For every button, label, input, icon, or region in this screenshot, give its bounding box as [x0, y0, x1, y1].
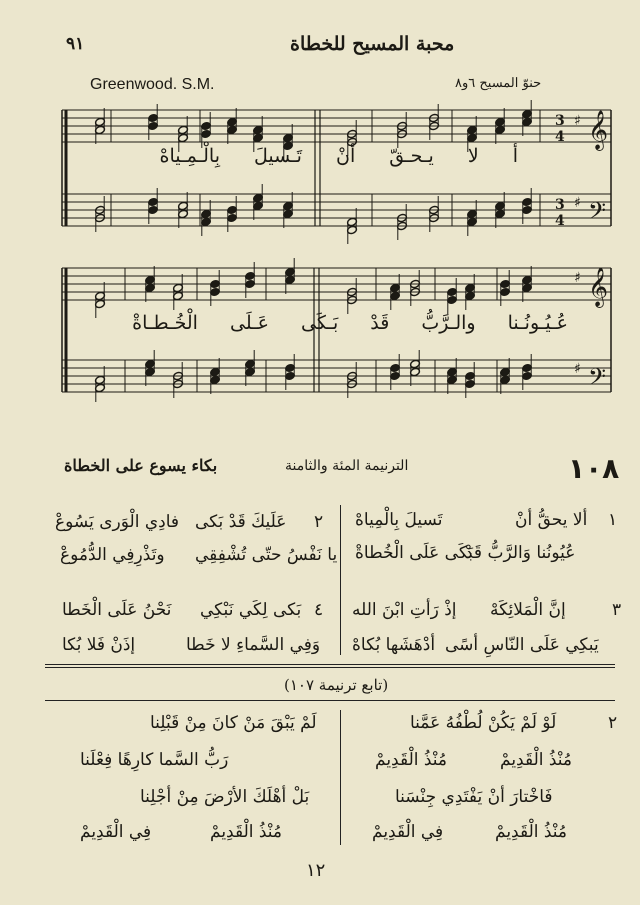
verse-number: ٤	[314, 600, 324, 620]
verse-line: ألا يحقُّ أنْ	[515, 510, 588, 530]
lyric-line-1: أ لا يـحـقّ أنْ تَـسيلَ بِالْـمِـياهْ	[159, 145, 518, 167]
bass-clef-icon: 𝄢	[588, 197, 607, 230]
verse-line: إذْ رَأتِ ابْنَ الله	[352, 600, 457, 620]
page-number-bottom: ١٢	[306, 860, 326, 881]
verse-line: بَلْ أهْلَكَ الأرْضَ مِنْ أجْلِنا	[140, 787, 310, 807]
verse-number: ٣	[612, 600, 622, 620]
verse-line: فِي الْقَدِيمْ	[372, 822, 444, 842]
verse-line: رَبُّ السَّما كارِهًا فِعْلَنا	[80, 750, 229, 770]
tune-name: Greenwood. S.M.	[90, 76, 215, 93]
verse-line: عَلَيكَ قَدْ بَكى	[195, 512, 287, 532]
page-number-top: ٩١	[66, 34, 85, 54]
hymn-subject: بكاء يسوع على الخطاة	[64, 456, 218, 475]
verse-line: وَفِي السَّماءِ لا خَطا	[186, 635, 321, 655]
verse-number: ٢	[314, 512, 324, 532]
sharp-icon: ♯	[574, 270, 581, 286]
tune-reference: حنوّ المسيح ٦و٨	[455, 76, 542, 91]
verse-line: لَوْ لَمْ يَكُنْ لُطْفُهُ عَمَّنا	[410, 713, 557, 733]
verse-number: ٢	[608, 713, 618, 733]
verse-line: مُنْذُ الْقَدِيمْ	[210, 822, 283, 842]
svg-text:3: 3	[555, 197, 565, 213]
verse-line: بَكى لِكَي نَبْكِي	[200, 600, 302, 620]
verse-line: لَمْ يَبْقَ مَنْ كانَ مِنْ قَبْلِنا	[150, 713, 317, 733]
svg-text:3: 3	[555, 113, 565, 129]
verse-line: مُنْذُ الْقَدِيمْ	[375, 750, 448, 770]
treble-clef-icon: 𝄞	[588, 267, 609, 307]
verse-line: يَبكِي عَلَى النّاسِ أسًى	[445, 635, 599, 655]
verse-line: أدْهَشَها بُكاهْ	[352, 635, 436, 655]
verse-line: يا نَفْسُ حتّى تُشْفِقِي	[195, 545, 338, 565]
running-title: محبة المسيح للخطاة	[290, 33, 455, 55]
treble-clef-icon: 𝄞	[588, 110, 609, 150]
bass-clef-icon: 𝄢	[588, 363, 607, 396]
verse-line: وتَذْرِفِي الدُّمُوعْ	[60, 545, 165, 565]
verse-line: مُنْذُ الْقَدِيمْ	[500, 750, 573, 770]
verse-line: تَسيلَ بِالْمِياهْ	[355, 510, 443, 530]
section-rule	[45, 664, 615, 665]
sharp-icon: ♯	[574, 195, 581, 211]
hymn-label: الترنيمة المئة والثامنة	[285, 458, 409, 474]
center-divider	[340, 710, 341, 845]
verse-line: عُيُونُنا وَالرَّبُّ قَدْ	[465, 543, 576, 563]
treble-staff-2	[62, 268, 611, 300]
verse-line: فَاخْتارَ أنْ يَفْتَدِي جِنْسَنا	[395, 787, 553, 807]
section-rule	[45, 667, 615, 668]
sharp-icon: ♯	[574, 113, 581, 129]
verse-line: إنَّ الْمَلائِكَهْ	[490, 600, 566, 620]
verse-line: إذَنْ فَلا بُكا	[62, 635, 136, 655]
verse-line: فِي الْقَدِيمْ	[80, 822, 152, 842]
sharp-icon: ♯	[574, 361, 581, 377]
notes-group	[95, 100, 533, 244]
continuation-label: (تابع ترنيمة ١٠٧)	[284, 676, 389, 694]
verse-line: نَحْنُ عَلَى الْخَطا	[62, 600, 172, 620]
hymn-number: ١٠٨	[568, 452, 620, 485]
svg-text:4: 4	[555, 129, 565, 145]
verse-line: بَكَى عَلَى الْخُطاةْ	[355, 543, 473, 563]
svg-text:4: 4	[555, 213, 565, 229]
verse-line: فادِي الْوَرى يَسُوعْ	[55, 512, 180, 532]
verse-line: مُنْذُ الْقَدِيمْ	[495, 822, 568, 842]
center-divider	[340, 505, 341, 655]
lyric-line-2: عُـيُـونُـنا والـرَّبُّ قَدْ بَـكَى عَـلَى الْخُـطـاةْ	[132, 312, 568, 334]
section-rule	[45, 700, 615, 701]
verse-number: ١	[608, 510, 618, 530]
